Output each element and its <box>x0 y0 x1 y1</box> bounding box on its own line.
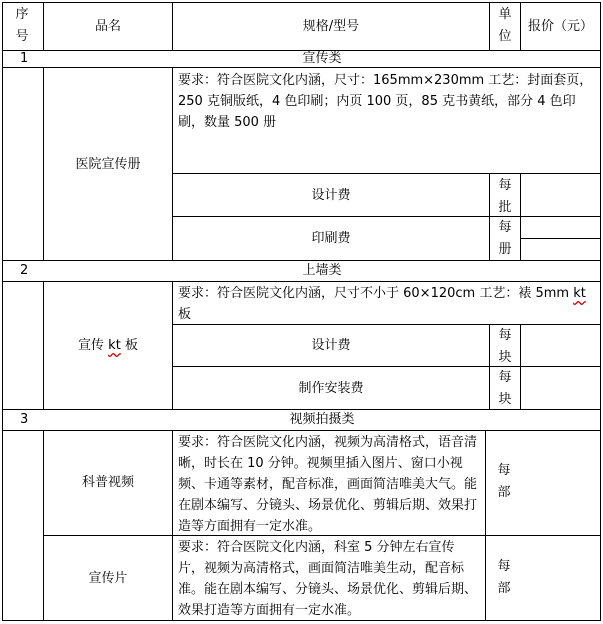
item-name: 科普视频 <box>81 475 134 490</box>
row-divider <box>520 238 601 239</box>
fee-label: 制作安装费 <box>298 381 364 396</box>
section-title: 上墙类 <box>302 263 342 278</box>
table-border-left <box>2 2 3 621</box>
item-name <box>44 335 172 356</box>
item-name: 宣传片 <box>88 571 128 586</box>
header-spec: 规格/型号 <box>302 19 360 34</box>
row-divider <box>2 281 601 282</box>
row-divider <box>2 430 601 431</box>
fee-label: 设计费 <box>311 338 351 353</box>
table-border-top <box>2 2 601 3</box>
item-requirement <box>178 283 598 325</box>
row-divider <box>172 216 601 217</box>
section-seq: 2 <box>20 263 29 278</box>
item-name: 医院宣传册 <box>75 157 141 172</box>
item-requirement: 要求：符合医院文化内涵，尺寸：165mm×230mm 工艺：封面套页，250 克铜版纸，4 色印刷；内页 100 页，85 克书黄纸，部分 4 色印刷，数量 500 册 <box>178 73 593 130</box>
fee-unit: 每块 <box>498 328 512 365</box>
row-divider <box>172 173 601 174</box>
header-unit: 单位 <box>498 7 512 44</box>
header-price: 报价（元） <box>527 19 593 34</box>
section-title: 宣传类 <box>302 51 342 66</box>
section-seq: 1 <box>20 51 29 66</box>
item-name-part: 宣传 <box>78 338 109 353</box>
row-divider <box>172 366 601 367</box>
fee-unit: 每块 <box>498 370 512 407</box>
requirement-part: 要求：符合医院文化内涵，尺寸不小于 60×120cm 工艺：裱 5mm <box>178 286 574 301</box>
col-divider <box>172 430 173 621</box>
col-divider <box>485 430 486 621</box>
requirement-part: kt <box>573 286 586 301</box>
header-name: 品名 <box>94 19 121 34</box>
item-requirement: 要求：符合医院文化内涵，科室 5 分钟左右宣传片，视频为高清格式，画面简洁唯美生动，配音标准。能在剧本编写、分镜头、场景优化、剪辑后期、效果打造等方面拥有一定水准。 <box>178 540 478 618</box>
item-unit: 每部 <box>497 559 511 596</box>
requirement-part: 板 <box>178 307 192 322</box>
col-divider <box>489 173 490 261</box>
item-requirement: 要求：符合医院文化内涵，视频为高清格式，语音清晰，时长在 10 分钟。视频里插入图片、窗口小视频、卡通等素材，配音标准，画面简洁唯美大气。能在剧本编写、分镜头、场景优化、剪辑后期、效果打造等方面拥有一定水准。 <box>178 435 478 534</box>
section-seq: 3 <box>20 412 29 427</box>
fee-unit: 每批 <box>498 178 512 215</box>
item-name-part: 板 <box>120 338 138 353</box>
section-title: 视频拍摄类 <box>289 412 355 427</box>
table-border-right <box>600 2 601 621</box>
fee-label: 印刷费 <box>311 231 351 246</box>
header-seq: 序号 <box>15 7 29 44</box>
col-divider <box>489 2 490 51</box>
col-divider <box>489 324 490 410</box>
fee-unit: 每册 <box>498 220 512 257</box>
item-name-part: kt <box>108 338 121 353</box>
col-divider <box>43 430 44 621</box>
col-divider <box>520 324 521 410</box>
col-divider <box>520 173 521 261</box>
item-unit: 每部 <box>497 463 511 500</box>
fee-label: 设计费 <box>311 188 351 203</box>
